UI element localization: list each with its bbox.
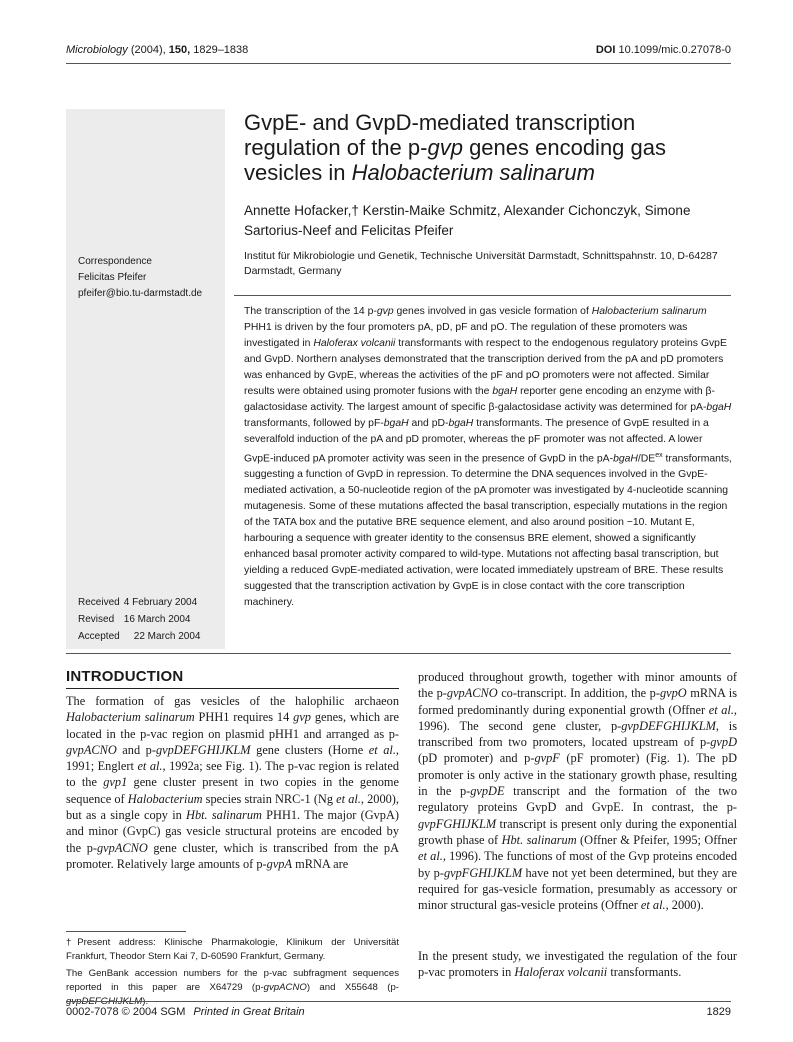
running-head-citation xyxy=(66,44,248,56)
journal-name: Microbiology xyxy=(66,44,128,56)
abstract-rule xyxy=(234,295,731,296)
author-list: Annette Hofacker,† Kerstin-Maike Schmitz, Alexander Cichonczyk, Simone Sartorius-Neef and Felicitas Pfeifer xyxy=(244,203,691,238)
journal-volume: 150, xyxy=(168,44,191,56)
received-date: Received 4 February 2004 xyxy=(78,597,198,608)
article-title: GvpE- and GvpD-mediated transcription regulation of the p-gvp genes encoding gas vesicles in Halobacterium salinarum xyxy=(244,110,667,185)
footer-rule xyxy=(66,1001,731,1002)
correspondence-label: Correspondence xyxy=(78,256,152,267)
affiliation: Institut für Mikrobiologie und Genetik, Technische Universität Darmstadt, Schnittspahnstr. 10, D-64287 Darmstadt, Germany xyxy=(244,250,718,277)
correspondence-email[interactable]: pfeifer@bio.tu-darmstadt.de xyxy=(78,288,203,299)
intro-left-column xyxy=(66,693,399,872)
footer-copyright: 0002-7078 © 2004 SGM Printed in Great Britain xyxy=(66,1006,305,1018)
dates-block xyxy=(78,594,201,645)
heading-underline xyxy=(66,688,399,689)
footnote-present-address: †Present address: Klinische Pharmakologie, Klinikum der Universität Frankfurt, Theodor Stern Kai 7, D-60590 Frankfurt, Germany. xyxy=(66,937,399,962)
doi-label: DOI xyxy=(595,44,616,56)
intro-paragraph-1-cont: produced throughout growth, together with minor amounts of the p-gvpACNO co-transcript. In addition, the p-gvpO mRNA is formed predominantly during exponential growth (Offner et al., 1996). The second gene cluster, p-gvpDEFGHIJKLM, is transcribed from two promoters, located upstream of p-gvpD (pD promoter) and p-gvpF (pF promoter) (Fig. 1). The pD promoter is only active in the stationary growth phase, resulting in the p-gvpDE transcript and the formation of the two regulatory proteins GvpD and GvpE. In contrast, the p-gvpFGHIJKLM transcript is present only during the exponential growth phase of Hbt. salinarum (Offner & Pfeifer, 1995; Offner et al., 1996). The functions of most of the Gvp proteins encoded by p-gvpFGHIJKLM have not yet been determined, but they are required for gas-vesicle formation, presumably as accessory or minor structural gas-vesicle proteins (Offner et al., 2000). xyxy=(418,670,738,913)
journal-year: (2004), xyxy=(130,44,166,56)
running-head-doi xyxy=(596,44,731,56)
body-rule xyxy=(66,653,731,654)
journal-pages: 1829–1838 xyxy=(193,44,249,56)
accepted-date: Accepted 22 March 2004 xyxy=(78,631,201,642)
printed-in: Printed in Great Britain xyxy=(193,1006,305,1018)
side-panel xyxy=(66,109,225,649)
correspondence-block xyxy=(78,254,202,302)
doi-link[interactable]: 10.1099/mic.0.27078-0 xyxy=(618,44,731,56)
correspondence-name: Felicitas Pfeifer xyxy=(78,272,147,283)
revised-date: Revised 16 March 2004 xyxy=(78,614,191,625)
header-rule xyxy=(66,63,731,64)
intro-paragraph-1: The formation of gas vesicles of the halophilic archaeon Halobacterium salinarum PHH1 requires 14 gvp genes, which are located in the p-vac region on plasmid pHH1 and arranged as p-gvpACNO and p-gvpDEFGHIJKLM gene clusters (Horne et al., 1991; Englert et al., 1992a; see Fig. 1). The p-vac region is related to the gvp1 gene cluster present in two copies in the genome sequence of Halobacterium species strain NRC-1 (Ng et al., 2000), but as a single copy in Hbt. salinarum PHH1. The major (GvpA) and minor (GvpC) gas vesicle structural proteins are encoded by the p-gvpACNO gene cluster, which is transcribed from the pA promoter. Relatively large amounts of p-gvpA mRNA are xyxy=(66,694,400,871)
page-number: 1829 xyxy=(706,1006,731,1018)
footnote-rule xyxy=(66,931,186,932)
intro-paragraph-2: In the present study, we investigated the regulation of the four p-vac promoters in Haloferax volcanii transformants. xyxy=(418,949,737,980)
abstract: The transcription of the 14 p-gvp genes involved in gas vesicle formation of Halobacterium salinarum PHH1 is driven by the four promoters pA, pD, pF and pO. The regulation of these promoters was investigated in Haloferax volcanii transformants with respect to the endogenous regulatory proteins GvpE and GvpD. Northern analyses demonstrated that the transcription derived from the pA and pD promoters was enhanced by GvpE, whereas the activities of the pF and pO promoters were not affected. Similar results were obtained using promoter fusions with the bgaH reporter gene encoding an enzyme with β-galactosidase activity. The largest amount of specific β-galactosidase activity was determined for pA-bgaH transformants, followed by pF-bgaH and pD-bgaH transformants. The presence of GvpE resulted in a severalfold induction of the pA and pD promoter, whereas the pF promoter was not affected. A lower GvpE-induced pA promoter activity was seen in the presence of GvpD in the $pA-bgaH/DE^{ex}$ transformants, suggesting a function of GvpD in repression. To determine the DNA sequences involved in the GvpE-mediated activation, a 50-nucleotide region of the pA promoter was investigated by 4-nucleotide scanning mutagenesis. Some of these mutations affected the basal transcription, especially mutations in the region of the TATA box and the putative BRE sequence element, and also around position −10. Mutant E, harbouring a sequence with greater identity to the consensus BRE element, showed a significantly enhanced basal promoter activity compared to wild-type. Mutations not affecting basal transcription, but yielding a reduced GvpE-mediated activation, were located immediately upstream of BRE. These results suggested that the transcription activation by GvpE is in close contact with the core transcription machinery. xyxy=(244,306,732,608)
section-heading-introduction: INTRODUCTION xyxy=(66,668,184,685)
footnote-genbank: The GenBank accession numbers for the p-vac subfragment sequences reported in this paper are X64729 (p-gvpACNO) and X55648 (p-gvpDEFGHIJKLM). xyxy=(66,968,400,1007)
intro-right-column xyxy=(418,669,737,913)
